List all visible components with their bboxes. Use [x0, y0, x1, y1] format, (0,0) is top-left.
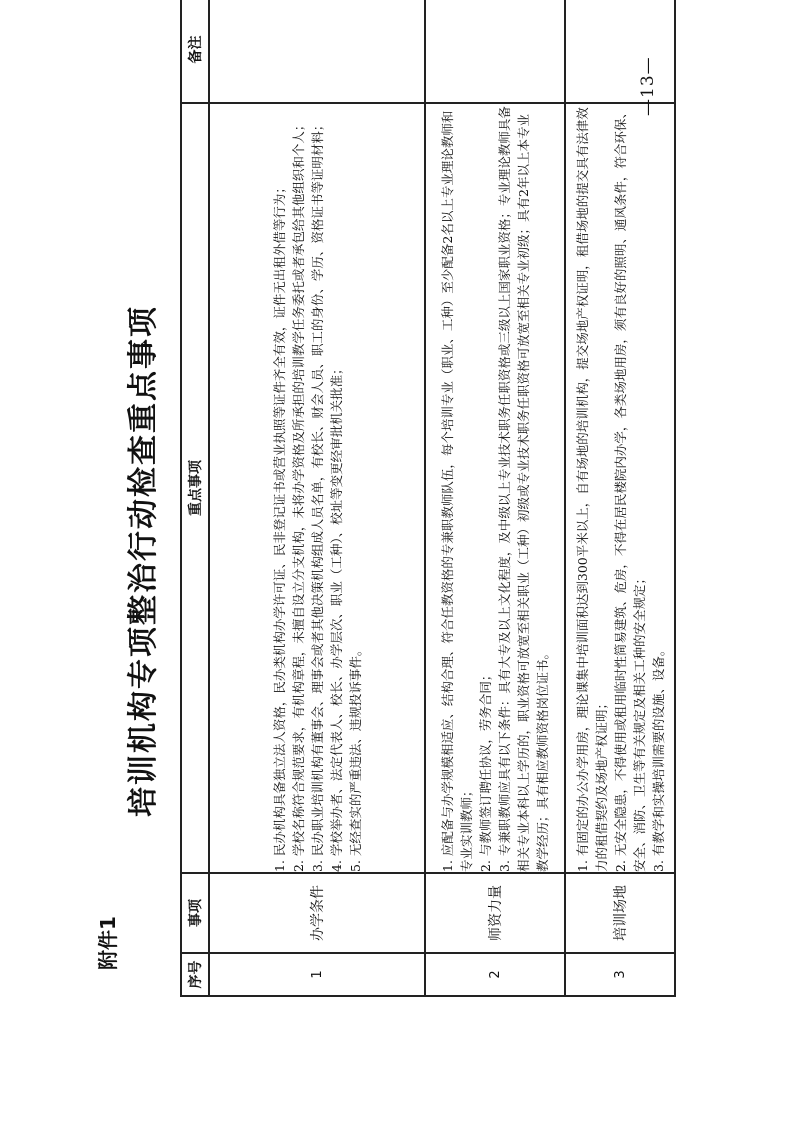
header-item: 事项 [181, 873, 209, 953]
detail-line: 5. 无经查实的严重违法、违规投诉事件。 [347, 643, 363, 872]
header-note: 备注 [181, 0, 209, 103]
table-row [425, 0, 565, 996]
row-details [425, 103, 565, 873]
header-key: 重点事项 [181, 103, 209, 873]
detail-line: 3. 有教学和实操培训需要的设施、设备。 [650, 643, 666, 872]
attachment-label: 附件1 [96, 916, 120, 970]
row-details [209, 103, 425, 873]
detail-line: 1. 应配备与办学规模相适应、结构合理、符合任教资格的专兼职教师队伍，每个培训专业（职业、工种）至少配备2名以上专业理论教师和专业实训教师； [440, 110, 474, 872]
detail-line: 3. 专兼职教师应具有以下条件：具有大专及以上文化程度，及中级以上专业技术职务任职资格或三级以上国家职业资格；专业理论教师具备相关专业本科以上学历的，职业资格可放宽至相关职业（工种）初级或专业技术职务任职资格可放宽至相关专业初级；具有2年以上本专业教学经历；具有相应教师资格岗位证书。 [497, 106, 550, 872]
detail-line: 2. 学校名称符合规范要求，有机构章程，未擅自设立分支机构，未将办学资格及所承担的培训教学任务委托或者承包给其他组织和个人； [290, 118, 306, 872]
detail-line: 2. 与教师签订聘任协议，劳务合同； [478, 668, 493, 872]
row-note [425, 0, 565, 103]
row-note [565, 0, 675, 103]
detail-line: 1. 有固定的办公办学用房，理论课集中培训面积达到300平米以上，自有场地的培训机构，提交场地产权证明，租借场地的提交具有法律效力的租借契约及场地产权证明； [574, 107, 609, 872]
row-num: 2 [425, 953, 565, 996]
table-header-row [181, 0, 209, 996]
row-num: 1 [209, 953, 425, 996]
row-note [209, 0, 425, 103]
table-row [565, 0, 675, 996]
table-row [209, 0, 425, 996]
detail-line: 3. 民办职业培训机构有董事会、理事会或者其他决策机构组成人员名单，有校长、财会人员、职工的身份、学历、资格证书等证明材料； [309, 118, 325, 872]
header-num: 序号 [181, 953, 209, 996]
row-details [565, 103, 675, 873]
row-item: 师资力量 [425, 873, 565, 953]
row-item: 培训场地 [565, 873, 675, 953]
page-number: —13— [638, 56, 658, 116]
row-num: 3 [565, 953, 675, 996]
detail-line: 2. 无安全隐患，不得使用或租用临时性简易建筑、危房，不得在居民楼院内办学，各类场地用房，须有良好的照明、通风条件，符合环保、安全、消防、卫生等有关规定及相关工种的安全规定； [612, 106, 647, 872]
detail-line: 4. 学校举办者、法定代表人、校长、办学层次、职业（工种）、校址等变更经审批机关批准； [328, 362, 344, 872]
inspection-table [180, 0, 676, 997]
row-item: 办学条件 [209, 873, 425, 953]
document-title: 培训机构专项整治行动检查重点事项 [126, 305, 161, 817]
detail-line: 1. 民办机构具备独立法人资格，民办类机构办学许可证、民非登记证书或营业执照等证件齐全有效，证件无出租外借等行为； [271, 181, 287, 872]
